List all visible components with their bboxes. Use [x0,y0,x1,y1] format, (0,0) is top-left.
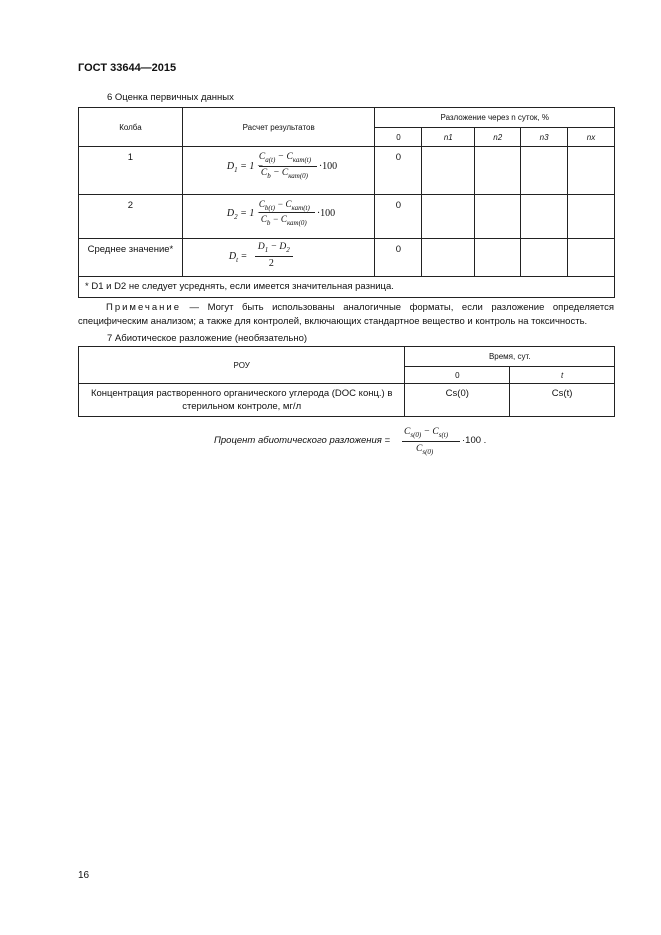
value-cst: Cs(t) [510,384,615,417]
day-col-n3: n3 [521,128,568,147]
row-mean-label: Среднее значение* [79,239,183,277]
primary-data-table [78,107,615,298]
section-6-title: 6 Оценка первичных данных [107,92,234,103]
note-text: — Могут быть использованы аналогичные форматы, если разложение определяется специфическим анализом; а также для контролей, включающих стандартное вещество и контроль на токсичность. [78,302,614,327]
note-paragraph [78,301,614,329]
header-time: Время, сут. [405,347,615,367]
header-rou: РОУ [79,347,405,384]
doc-concentration-label: Концентрация растворенного органического углерода (DOC конц.) в стерильном контроле, мг/л [79,384,405,417]
section-7-title: 7 Абиотическое разложение (необязательно) [107,333,308,344]
header-flask: Колба [79,108,183,147]
table-footnote: * D1 и D2 не следует усреднять, если имеется значительная разница. [79,277,615,298]
document-code: ГОСТ 33644—2015 [78,62,177,74]
abiotic-table [78,346,615,417]
formula-dt: $D_t$ = $D_1 - D_2$ 2 [182,239,375,277]
day-col-0: 0 [375,128,422,147]
formula-d2: $D_2 = 1$ − $C_{b(t)} - C_{кат(t)}$ $C_b - C_{кат(0)}$ ·100 [182,195,375,239]
row-1-day0: 0 [375,147,422,195]
time-col-t: t [510,367,615,384]
row-2-label: 2 [79,195,183,239]
row-2-day0: 0 [375,195,422,239]
day-col-n1: n1 [422,128,475,147]
formula-d1: $D_1 = 1$ − $C_{a(t)} - C_{кат(t)}$ $C_b - C_{кат(0)}$ ·100 [182,147,375,195]
abiotic-formula-label: Процент абиотического разложения = [214,435,391,446]
value-cs0: Cs(0) [405,384,510,417]
row-mean-day0: 0 [375,239,422,277]
day-col-n2: n2 [475,128,521,147]
note-label: Примечание [106,302,181,313]
header-decomposition: Разложение через n суток, % [375,108,615,128]
day-col-nx: nx [568,128,615,147]
row-1-label: 1 [79,147,183,195]
abiotic-percent-formula: Процент абиотического разложения = $C_{s(0)} - C_{s(t)}$ $C_{s(0)}$ ·100 . [214,427,487,456]
header-calculation: Расчет результатов [182,108,375,147]
time-col-0: 0 [405,367,510,384]
page-number: 16 [78,870,90,881]
